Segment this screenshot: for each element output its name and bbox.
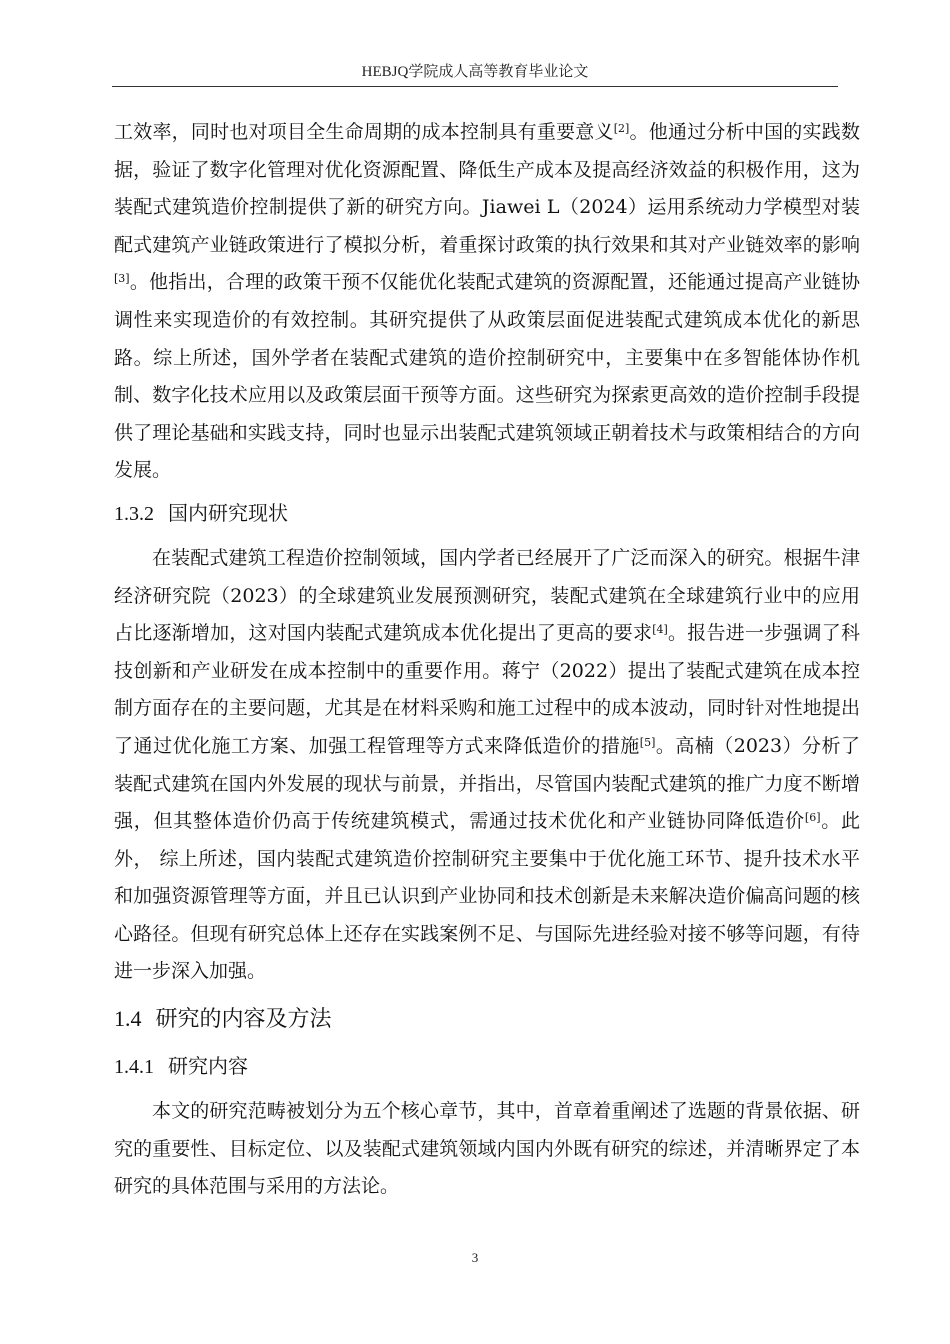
page-number: 3 [471, 1250, 479, 1265]
text-run: 本文的研究范畴被划分为五个核心章节，其中，首章着重阐述了选题的背景依据、研究的重要性、目标定位、以及装配式建筑领域内国内外既有研究的综述，并清晰界定了本研究的具体范围与采用的方法论。 [114, 1100, 860, 1198]
section-number: 1.4.1 [114, 1056, 154, 1079]
citation: [4] [652, 623, 668, 637]
header-rule [112, 86, 838, 87]
text-run: 。他通过分析中国的实践数据，验证了数字化管理对优化资源配置、降低生产成本及提高经济效益的积极作用，这为装配式建筑造价控制提供了新的研究方向。Jiawei L（2024）运用系统动力学模型对装配式建筑产业链政策进行了模拟分析，着重探讨政策的执行效果和其对产业链效率的影响 [114, 121, 860, 256]
section-title: 研究的内容及方法 [155, 1007, 332, 1033]
section-heading-1-3-2 [114, 490, 860, 540]
paragraph-domestic-research [114, 540, 860, 991]
text-run: 在装配式建筑工程造价控制领域，国内学者已经展开了广泛而深入的研究。根据牛津经济研究院（2023）的全球建筑业发展预测研究，装配式建筑在全球建筑行业中的应用占比逐渐增加，这对国内装配式建筑成本优化提出了更高的要求 [114, 546, 860, 645]
text-run: 。此外， 综上所述，国内装配式建筑造价控制研究主要集中于优化施工环节、提升技术水平和加强资源管理等方面，并且已认识到产业协同和技术创新是未来解决造价偏高问题的核心路径。但现有研究总体上还存在实践案例不足、与国际先进经验对接不够等问题，有待进一步深入加强。 [114, 810, 860, 983]
text-run: 工效率，同时也对项目全生命周期的成本控制具有重要意义 [114, 121, 614, 143]
text-run: 。他指出，合理的政策干预不仅能优化装配式建筑的资源配置，还能通过提高产业链协调性来实现造价的有效控制。其研究提供了从政策层面促进装配式建筑成本优化的新思路。综上所述，国外学者在装配式建筑的造价控制研究中，主要集中在多智能体协作机制、数字化技术应用以及政策层面干预等方面。这些研究为探索更高效的造价控制手段提供了理论基础和实践支持，同时也显示出装配式建筑领域正朝着技术与政策相结合的方向发展。 [114, 271, 860, 482]
citation: [5] [639, 735, 656, 749]
paragraph-foreign-research [114, 114, 860, 490]
section-number: 1.3.2 [114, 502, 154, 525]
section-heading-1-4-1 [114, 1043, 860, 1093]
section-title: 国内研究现状 [168, 500, 288, 525]
citation: [2] [613, 122, 630, 135]
page-header: HEBJQ学院成人高等教育毕业论文 [361, 64, 589, 80]
paragraph-research-content [114, 1093, 860, 1206]
text-run: 。报告进一步强调了科技创新和产业研发在成本控制中的重要作用。蒋宁（2022）提出了装配式建筑在成本控制方面存在的主要问题，尤其是在材料采购和施工过程中的成本波动，同时针对性地提出了通过优化施工方案、加强工程管理等方式来降低造价的措施 [114, 622, 860, 757]
section-title: 研究内容 [168, 1054, 248, 1079]
citation: [3] [114, 272, 130, 286]
text-run: 。高楠（2023）分析了装配式建筑在国内外发展的现状与前景，并指出，尽管国内装配式建筑的推广力度不断增强，但其整体造价仍高于传统建筑模式，需通过技术优化和产业链协同降低造价 [114, 734, 860, 833]
page-content [114, 114, 860, 1206]
citation: [6] [804, 811, 821, 825]
section-number: 1.4 [114, 1006, 142, 1032]
section-heading-1-4 [114, 991, 860, 1043]
